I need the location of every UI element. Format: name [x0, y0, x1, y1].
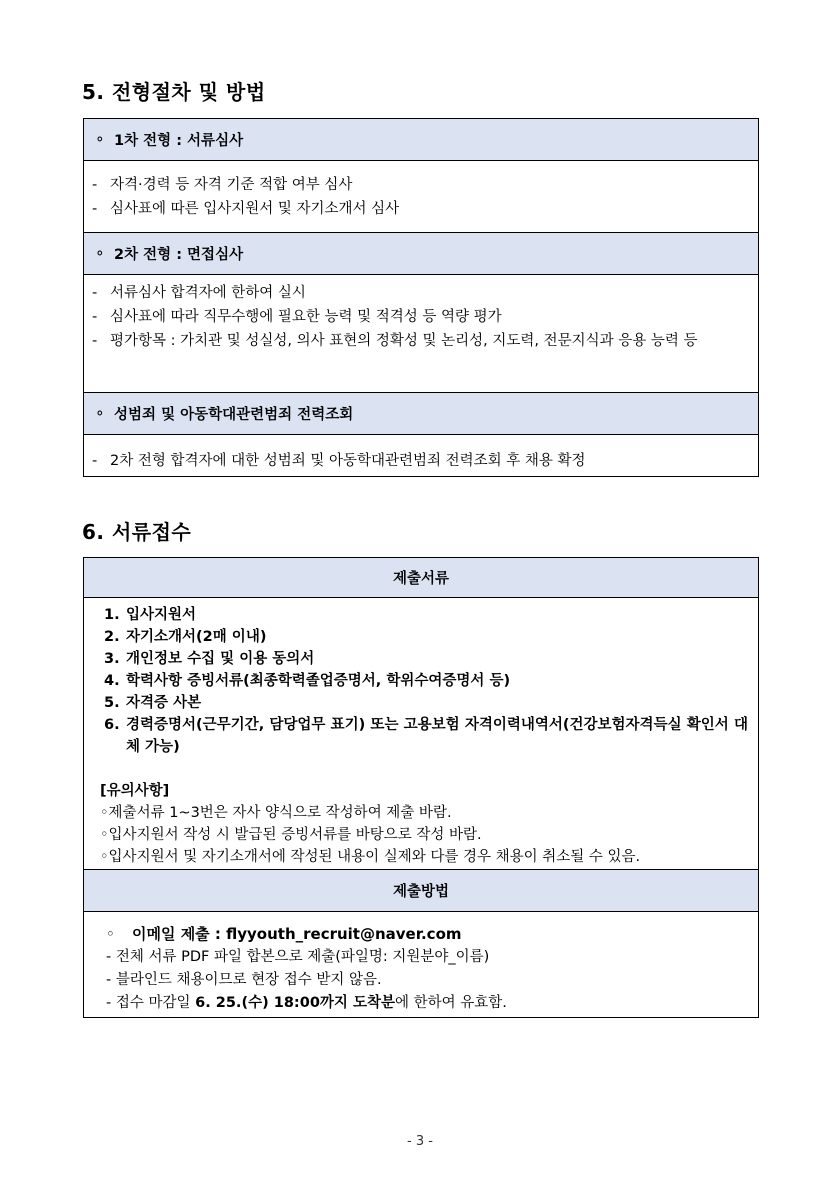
list-item: - 전체 서류 PDF 파일 합본으로 제출(파일명: 지원분야_이름): [106, 949, 490, 965]
note-item: ◦입사지원서 및 자기소개서에 작성된 내용이 실제와 다를 경우 채용이 취소될 수 있음.: [100, 849, 641, 865]
email-address-text[interactable]: 이메일 제출 : flyyouth_recruit@naver.com: [132, 925, 462, 943]
deadline-date: 6. 25.(수) 18:00까지 도착분: [195, 995, 395, 1011]
list-item: - 평가항목 : 가치관 및 성실성, 의사 표현의 정확성 및 논리성, 지도력, 전문지식과 응용 능력 등: [92, 333, 698, 349]
circle-bullet-icon: ⚬: [94, 245, 106, 262]
stage-2-header: [84, 233, 758, 275]
circle-bullet-icon: ⚬: [94, 131, 106, 148]
page-number: - 3 -: [407, 1134, 433, 1149]
list-item: - 블라인드 채용이므로 현장 접수 받지 않음.: [106, 972, 382, 988]
list-item: 4. 학력사항 증빙서류(최종학력졸업증명서, 학위수여증명서 등): [104, 673, 511, 689]
list-item: - 서류심사 합격자에 한하여 실시: [92, 285, 306, 301]
required-docs-header: 제출서류: [84, 558, 758, 598]
list-item: - 2차 전형 합격자에 대한 성범죄 및 아동학대관련범죄 전력조회 후 채용 확정: [92, 453, 586, 469]
list-item: - 심사표에 따라 직무수행에 필요한 능력 및 적격성 등 역량 평가: [92, 309, 502, 325]
list-item: 5. 자격증 사본: [104, 695, 202, 711]
background-check-header: [84, 393, 758, 435]
background-check-title: 성범죄 및 아동학대관련범죄 전력조회: [114, 407, 354, 423]
list-item: - 자격·경력 등 자격 기준 적합 여부 심사: [92, 177, 353, 193]
circle-bullet-icon: ⚬: [94, 405, 106, 422]
list-item: 2. 자기소개서(2매 이내): [104, 629, 267, 645]
stage-1-body: [84, 161, 758, 233]
section-6-heading: 6. 서류접수: [82, 520, 192, 544]
document-submission-box: [83, 557, 759, 1018]
stage-1-header: [84, 119, 758, 161]
list-item: - 심사표에 따른 입사지원서 및 자기소개서 심사: [92, 201, 400, 217]
notes-title: [유의사항]: [100, 783, 170, 799]
list-item: 1. 입사지원서: [104, 607, 197, 623]
stage-2-body: [84, 275, 758, 393]
circle-bullet-icon: ◦: [106, 925, 115, 943]
stage-2-title: 2차 전형 : 면접심사: [114, 247, 244, 263]
required-docs-section: [84, 598, 758, 870]
list-item: 6. 경력증명서(근무기간, 담당업무 표기) 또는 고용보험 자격이력내역서(건강보험자격득실 확인서 대체 가능): [104, 717, 748, 755]
email-submission-line: [106, 922, 748, 946]
submission-method-header: 제출방법: [84, 870, 758, 912]
list-item: 3. 개인정보 수집 및 이용 동의서: [104, 651, 315, 667]
selection-process-box: [83, 118, 759, 477]
stage-1-title: 1차 전형 : 서류심사: [114, 133, 244, 149]
note-item: ◦입사지원서 작성 시 발급된 증빙서류를 바탕으로 작성 바람.: [100, 827, 482, 843]
submission-method-section: [84, 912, 758, 1015]
note-item: ◦제출서류 1~3번은 자사 양식으로 작성하여 제출 바람.: [100, 805, 452, 821]
section-5-heading: 5. 전형절차 및 방법: [82, 80, 266, 104]
deadline-line: - 접수 마감일 6. 25.(수) 18:00까지 도착분에 한하여 유효함.: [106, 995, 507, 1011]
background-check-body: [84, 435, 758, 475]
